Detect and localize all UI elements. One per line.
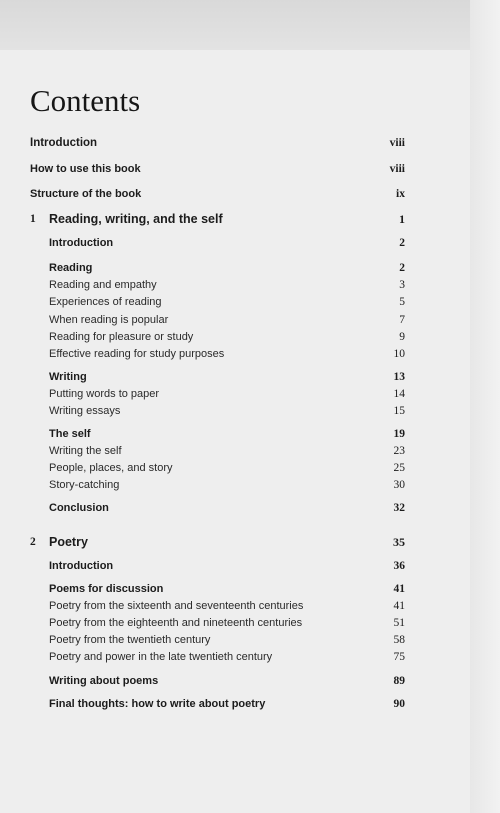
toc-entry-page: 32 (393, 502, 405, 514)
toc-entry-page: viii (389, 163, 405, 175)
toc-entry-label: Poems for discussion (49, 583, 164, 595)
toc-entry (0, 614, 470, 632)
toc-entry-label: Final thoughts: how to write about poetry (49, 698, 266, 710)
toc-entry-page: 51 (393, 617, 405, 629)
scan-top-edge (0, 0, 470, 50)
toc-chapter-1 (0, 210, 470, 228)
toc-entry-page: 2 (399, 237, 405, 249)
toc-entry-label: Poetry from the sixteenth and seventeenth centuries (49, 600, 304, 612)
toc-entry (0, 597, 470, 615)
toc-entry-page: 89 (393, 675, 405, 687)
scan-right-edge (470, 0, 500, 813)
toc-entry-label: Reading for pleasure or study (49, 331, 194, 343)
toc-entry-page: 5 (399, 296, 405, 308)
toc-entry-page: 75 (393, 651, 405, 663)
chapter-number: 2 (30, 536, 36, 548)
toc-entry-page: ix (396, 188, 405, 200)
toc-entry-label: Poetry and power in the late twentieth century (49, 651, 273, 663)
toc-entry-label: Putting words to paper (49, 388, 160, 400)
toc-entry (0, 442, 470, 460)
toc-entry-final-thoughts (0, 695, 470, 713)
toc-section-poems-for-discussion (0, 580, 470, 598)
toc-entry-label: Introduction (49, 560, 114, 572)
page-title: Contents (30, 83, 141, 118)
toc-entry-page: 2 (399, 262, 405, 274)
toc-entry-label: Introduction (49, 237, 114, 249)
toc-entry-label: Reading (49, 262, 93, 274)
toc-entry-label: Writing essays (49, 405, 121, 417)
toc-entry-label: Structure of the book (30, 188, 142, 200)
toc-entry-label: How to use this book (30, 163, 141, 175)
toc-section-the-self (0, 425, 470, 443)
toc-entry-page: 7 (399, 314, 405, 326)
toc-entry-page: 90 (393, 698, 405, 710)
toc-entry (0, 293, 470, 311)
toc-entry (0, 402, 470, 420)
toc-entry-label: When reading is popular (49, 314, 169, 326)
toc-entry (0, 276, 470, 294)
toc-entry (0, 459, 470, 477)
toc-entry-label: Effective reading for study purposes (49, 348, 225, 360)
toc-entry (0, 311, 470, 329)
toc-entry (0, 476, 470, 494)
toc-entry-page: 13 (393, 371, 405, 383)
toc-entry-ch2-introduction (0, 557, 470, 575)
toc-entry-label: Introduction (30, 137, 98, 149)
toc-section-writing (0, 368, 470, 386)
toc-entry-page: 58 (393, 634, 405, 646)
toc-entry-label: Writing (49, 371, 87, 383)
chapter-title: Reading, writing, and the self (49, 212, 223, 226)
toc-entry (0, 328, 470, 346)
toc-entry-page: 1 (399, 212, 405, 226)
toc-entry-introduction (0, 134, 470, 152)
toc-entry-page: viii (389, 137, 405, 149)
toc-entry-page: 35 (393, 535, 405, 549)
toc-entry-page: 41 (393, 583, 405, 595)
toc-entry-conclusion (0, 499, 470, 517)
toc-chapter-2 (0, 533, 470, 551)
toc-entry-page: 9 (399, 331, 405, 343)
toc-entry-label: The self (49, 428, 91, 440)
chapter-title: Poetry (49, 535, 88, 549)
toc-entry-label: Poetry from the eighteenth and nineteenth centuries (49, 617, 303, 629)
toc-entry-page: 23 (393, 445, 405, 457)
toc-entry-page: 15 (393, 405, 405, 417)
toc-entry-page: 10 (393, 348, 405, 360)
toc-entry-structure (0, 185, 470, 203)
toc-entry-label: Writing the self (49, 445, 122, 457)
toc-entry-page: 30 (393, 479, 405, 491)
toc-entry-label: Reading and empathy (49, 279, 157, 291)
toc-entry-page: 14 (393, 388, 405, 400)
toc-section-reading (0, 259, 470, 277)
chapter-number: 1 (30, 213, 36, 225)
toc-entry-how-to-use (0, 160, 470, 178)
toc-entry-label: Story-catching (49, 479, 120, 491)
toc-entry-label: Writing about poems (49, 675, 159, 687)
toc-entry (0, 345, 470, 363)
toc-entry-page: 36 (393, 560, 405, 572)
toc-entry-page: 3 (399, 279, 405, 291)
toc-entry (0, 648, 470, 666)
toc-entry-ch1-introduction (0, 234, 470, 252)
toc-entry-label: People, places, and story (49, 462, 173, 474)
toc-entry-writing-about-poems (0, 672, 470, 690)
toc-entry-page: 19 (393, 428, 405, 440)
toc-entry-label: Experiences of reading (49, 296, 162, 308)
toc-entry-page: 25 (393, 462, 405, 474)
toc-entry-label: Poetry from the twentieth century (49, 634, 211, 646)
toc-entry (0, 385, 470, 403)
toc-entry (0, 631, 470, 649)
toc-entry-label: Conclusion (49, 502, 109, 514)
toc-entry-page: 41 (393, 600, 405, 612)
